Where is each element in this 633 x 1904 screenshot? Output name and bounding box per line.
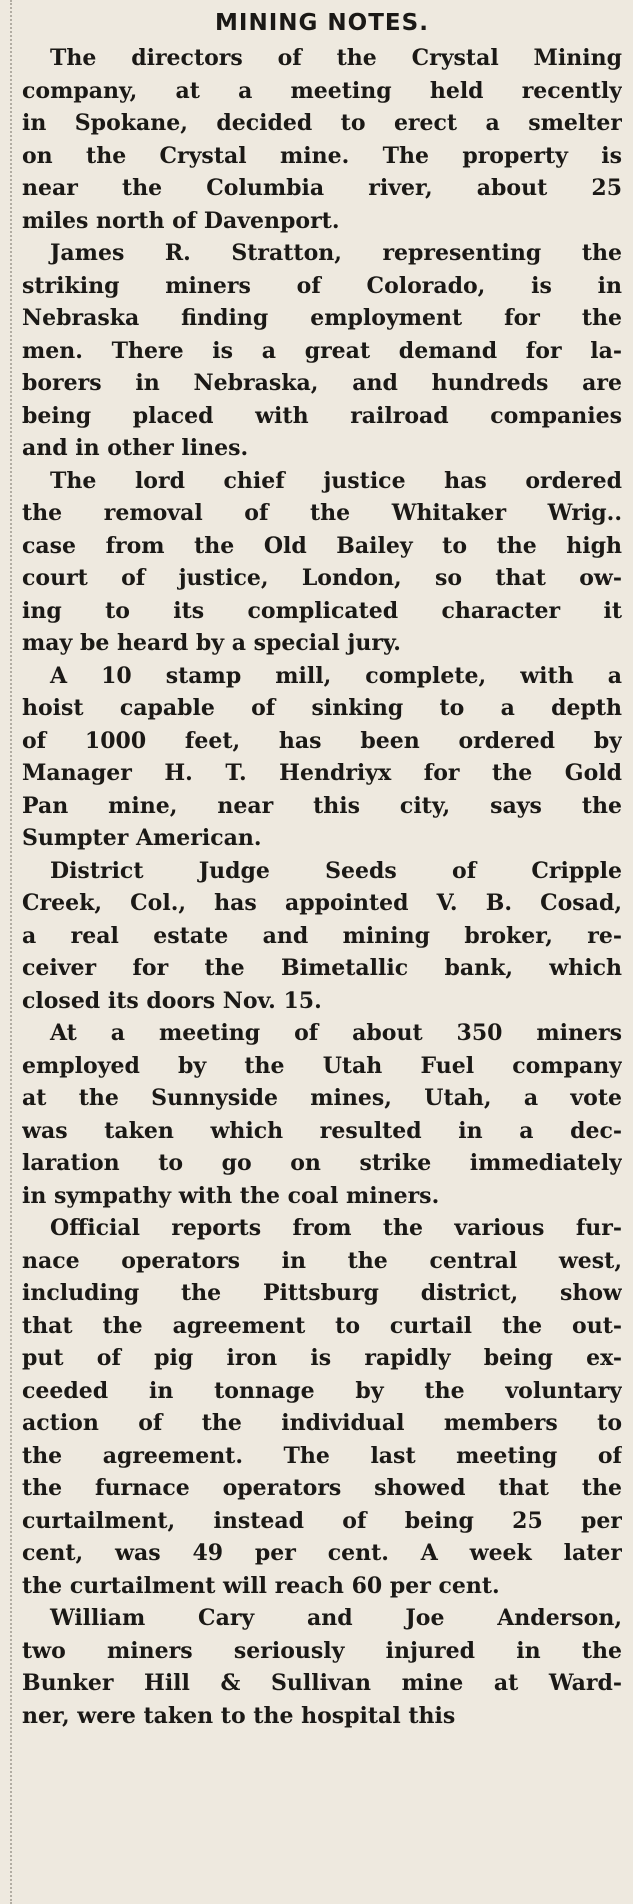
- text-line: nace operators in the central west,: [22, 1247, 622, 1274]
- text-line: curtailment, instead of being 25 per: [22, 1507, 622, 1534]
- text-line: ner, were taken to the hospital this: [22, 1702, 456, 1729]
- text-line: striking miners of Colorado, is in: [22, 272, 622, 299]
- article-column: [22, 4, 622, 1732]
- text-line: cent, was 49 per cent. A week later: [22, 1540, 622, 1566]
- text-line: and in other lines.: [22, 435, 249, 461]
- text-line: put of pig iron is rapidly being ex-: [22, 1345, 622, 1371]
- text-line: being placed with railroad companies: [22, 402, 622, 429]
- text-line: The lord chief justice has ordered: [50, 467, 622, 494]
- text-line: Pan mine, near this city, says the: [22, 792, 622, 819]
- text-line: including the Pittsburg district, show: [22, 1280, 622, 1306]
- text-line: in sympathy with the coal miners.: [22, 1182, 440, 1209]
- text-line: may be heard by a special jury.: [22, 630, 401, 656]
- text-line: At a meeting of about 350 miners: [50, 1020, 622, 1046]
- text-line: The directors of the Crystal Mining: [50, 45, 622, 71]
- headline: MINING NOTES.: [215, 10, 429, 36]
- text-line: the furnace operators showed that the: [22, 1475, 622, 1501]
- article-body: [22, 42, 622, 1732]
- column-divider: [10, 0, 13, 1904]
- text-line: near the Columbia river, about 25: [22, 175, 622, 201]
- text-line: laration to go on strike immediately: [22, 1150, 622, 1176]
- text-line: District Judge Seeds of Cripple: [50, 857, 622, 884]
- text-line: case from the Old Bailey to the high: [22, 532, 622, 559]
- text-line: the removal of the Whitaker Wrig..: [22, 500, 622, 526]
- text-line: action of the individual members to: [22, 1410, 622, 1436]
- text-line: James R. Stratton, representing the: [50, 240, 622, 266]
- text-line: company, at a meeting held recently: [22, 77, 622, 104]
- text-line: closed its doors Nov. 15.: [22, 987, 322, 1014]
- text-line: ceeded in tonnage by the voluntary: [22, 1377, 622, 1404]
- text-line: employed by the Utah Fuel company: [22, 1052, 622, 1079]
- text-line: was taken which resulted in a dec-: [22, 1117, 622, 1144]
- article-paragraph: [22, 237, 622, 465]
- text-line: the curtailment will reach 60 per cent.: [22, 1572, 500, 1599]
- text-line: at the Sunnyside mines, Utah, a vote: [22, 1085, 622, 1111]
- text-line: a real estate and mining broker, re-: [22, 922, 622, 949]
- text-line: Manager H. T. Hendriyx for the Gold: [22, 760, 622, 786]
- text-line: William Cary and Joe Anderson,: [50, 1605, 622, 1631]
- text-line: court of justice, London, so that ow-: [22, 565, 622, 591]
- text-line: in Spokane, decided to erect a smelter: [22, 110, 622, 136]
- article-paragraph: [22, 660, 622, 855]
- text-line: hoist capable of sinking to a depth: [22, 695, 622, 721]
- text-line: the agreement. The last meeting of: [22, 1442, 622, 1469]
- article-paragraph: [22, 1212, 622, 1602]
- text-line: ceiver for the Bimetallic bank, which: [22, 955, 622, 981]
- article-paragraph: [22, 855, 622, 1018]
- text-line: ing to its complicated character it: [22, 597, 622, 624]
- article-paragraph: [22, 465, 622, 660]
- text-line: of 1000 feet, has been ordered by: [22, 727, 622, 754]
- text-line: Sumpter American.: [22, 825, 262, 851]
- text-line: two miners seriously injured in the: [22, 1637, 622, 1664]
- text-line: Official reports from the various fur-: [50, 1215, 622, 1241]
- article-paragraph: [22, 1017, 622, 1212]
- article-paragraph: [22, 42, 622, 237]
- article-paragraph: [22, 1602, 622, 1732]
- text-line: Bunker Hill & Sullivan mine at Ward-: [22, 1670, 622, 1696]
- text-line: Nebraska finding employment for the: [22, 305, 622, 331]
- text-line: men. There is a great demand for la-: [22, 337, 622, 364]
- text-line: that the agreement to curtail the out-: [22, 1312, 622, 1339]
- text-line: Creek, Col., has appointed V. B. Cosad,: [22, 890, 622, 916]
- text-line: A 10 stamp mill, complete, with a: [50, 662, 622, 689]
- text-line: on the Crystal mine. The property is: [22, 142, 622, 169]
- text-line: borers in Nebraska, and hundreds are: [22, 370, 622, 396]
- text-line: miles north of Davenport.: [22, 207, 340, 234]
